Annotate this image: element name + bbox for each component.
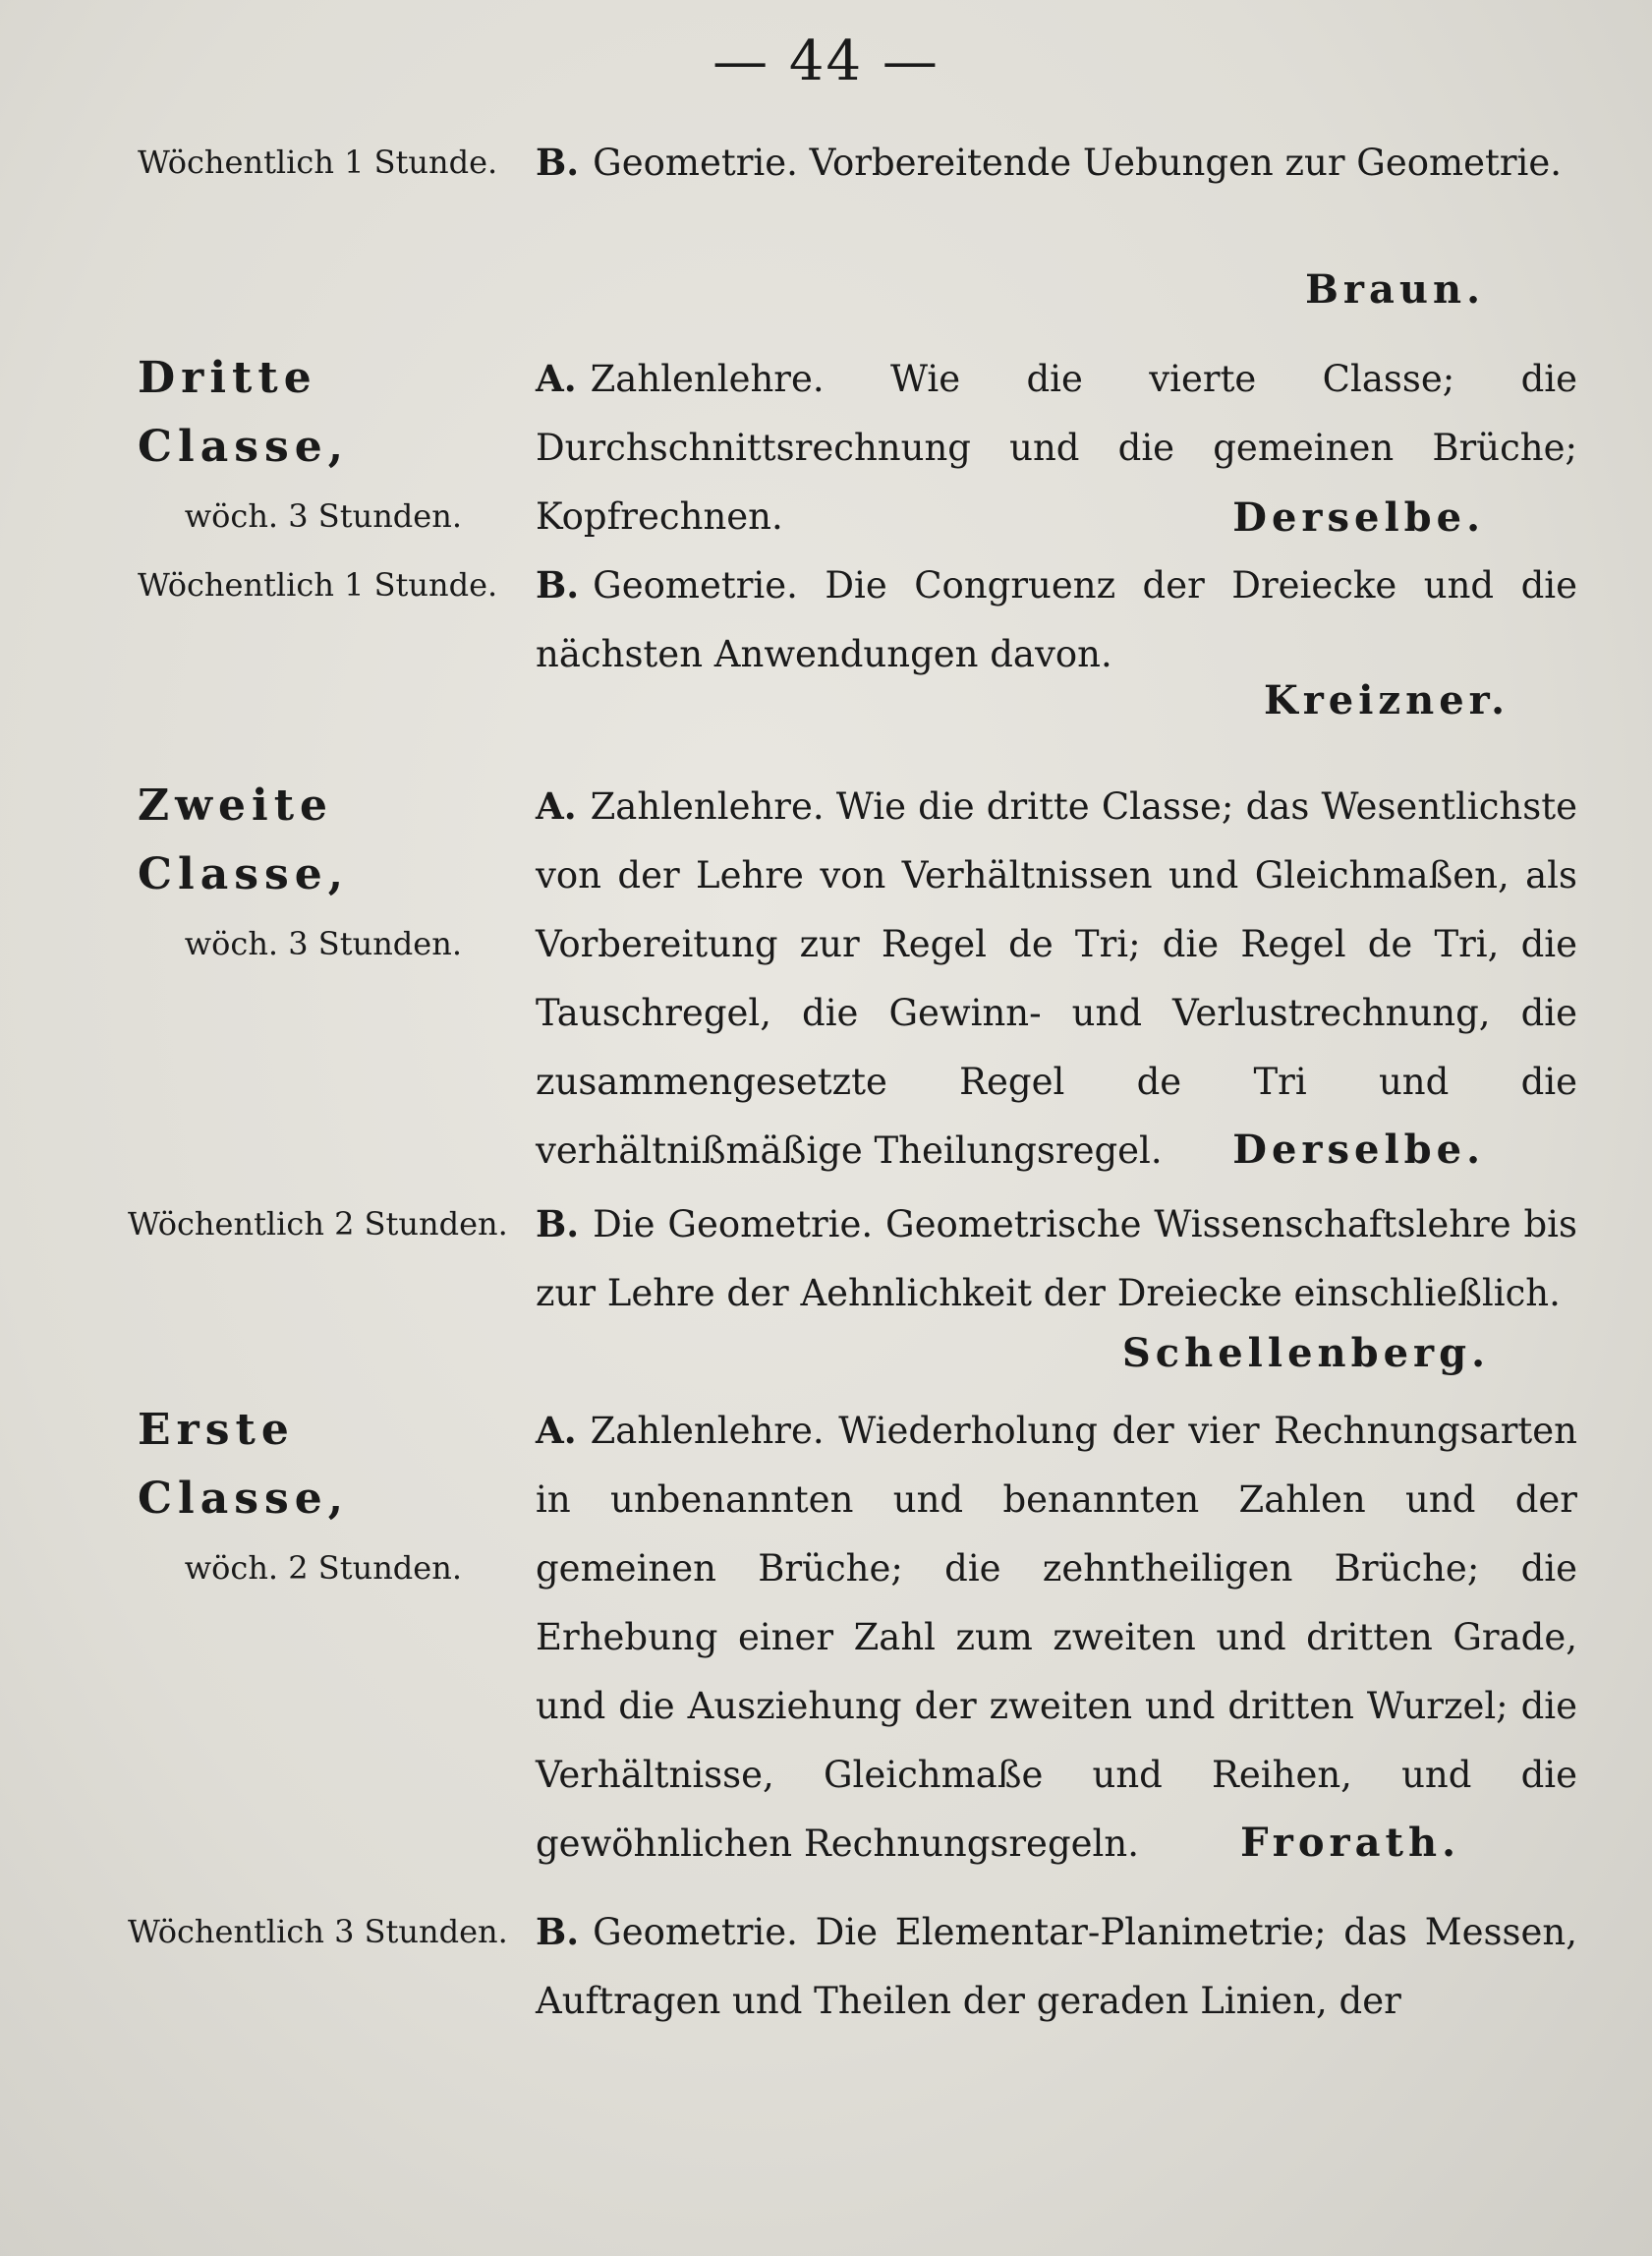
entry-author: Frorath. [1240, 1820, 1460, 1866]
entry-hours-label: Wöchentlich 3 Stunden. [128, 1913, 508, 1950]
schedule-entry [0, 344, 1652, 541]
entry-letter: B. [536, 563, 580, 607]
entry-description: Zahlenlehre. Wiederholung der vier Rechnungsarten in unbenannten und benannten Zahlen und der gemeinen Brüche; die zehntheiligen Brüche; die Erhebung einer Zahl zum zweiten und dritten Grade, und die Ausziehung der zweiten und dritten Wurzel; die Verhältnisse, Gleichmaße und Reihen, und die gewöhnlichen Rechnungsregeln. [536, 1410, 1577, 1865]
entry-text [536, 1189, 1577, 1328]
entry-text [536, 128, 1577, 198]
entry-author: Kreizner. [1263, 677, 1510, 723]
page-number: — 44 — [712, 29, 940, 93]
entry-description: Geometrie. Die Congruenz der Dreiecke und die nächsten Anwendungen davon. [536, 564, 1577, 675]
entry-hours-label: Wöchentlich 2 Stunden. [128, 1205, 508, 1243]
class-hours: wöch. 3 Stunden. [184, 925, 462, 962]
entry-letter: A. [536, 784, 577, 828]
entry-description: Geometrie. Vorbereitende Uebungen zur Geometrie. [593, 142, 1563, 184]
class-label [138, 344, 521, 550]
entry-author: Schellenberg. [1121, 1330, 1490, 1376]
class-hours: wöch. 3 Stunden. [184, 497, 462, 535]
class-label [138, 772, 521, 978]
entry-letter: B. [536, 1910, 580, 1953]
class-name: Dritte Classe, [138, 353, 350, 472]
class-hours: wöch. 2 Stunden. [184, 1549, 462, 1587]
schedule-entry [0, 772, 1652, 1185]
entry-letter: A. [536, 357, 577, 400]
entry-letter: B. [536, 141, 580, 184]
schedule-entry [0, 1189, 1652, 1386]
entry-text [536, 1897, 1577, 2036]
entry-author: Derselbe. [1232, 1127, 1485, 1173]
schedule-entry [0, 128, 1652, 334]
entry-description: Die Geometrie. Geometrische Wissenschaftslehre bis zur Lehre der Aehnlichkeit der Dreiecke einschließlich. [536, 1203, 1577, 1314]
schedule-entry [0, 550, 1652, 747]
entry-text [536, 1396, 1577, 1879]
entry-author: Braun. [1305, 266, 1485, 313]
schedule-entry [0, 1897, 1652, 2054]
entry-description: Geometrie. Die Elementar-Planimetrie; das Messen, Auftragen und Theilen der geraden Linien, der [536, 1911, 1577, 2022]
entry-author: Derselbe. [1232, 494, 1485, 541]
entry-letter: B. [536, 1202, 580, 1245]
schedule-entry [0, 1396, 1652, 1868]
entry-hours-label: Wöchentlich 1 Stunde. [138, 566, 498, 604]
entry-description: Zahlenlehre. Wie die vierte Classe; die Durchschnittsrechnung und die gemeinen Brüche; Kopfrechnen. [536, 358, 1577, 538]
class-label [138, 1396, 521, 1602]
class-name: Erste Classe, [138, 1405, 350, 1524]
class-name: Zweite Classe, [138, 781, 350, 899]
entry-letter: A. [536, 1409, 577, 1452]
entry-description: Zahlenlehre. Wie die dritte Classe; das Wesentlichste von der Lehre von Verhältnissen und Gleichmaßen, als Vorbereitung zur Regel de Tri; die Regel de Tri, die Tauschregel, die Gewinn- und Verlustrechnung, die zusammengesetzte Regel de Tri und die verhältnißmäßige Theilungsregel. [536, 785, 1577, 1172]
entry-hours-label: Wöchentlich 1 Stunde. [138, 144, 498, 181]
